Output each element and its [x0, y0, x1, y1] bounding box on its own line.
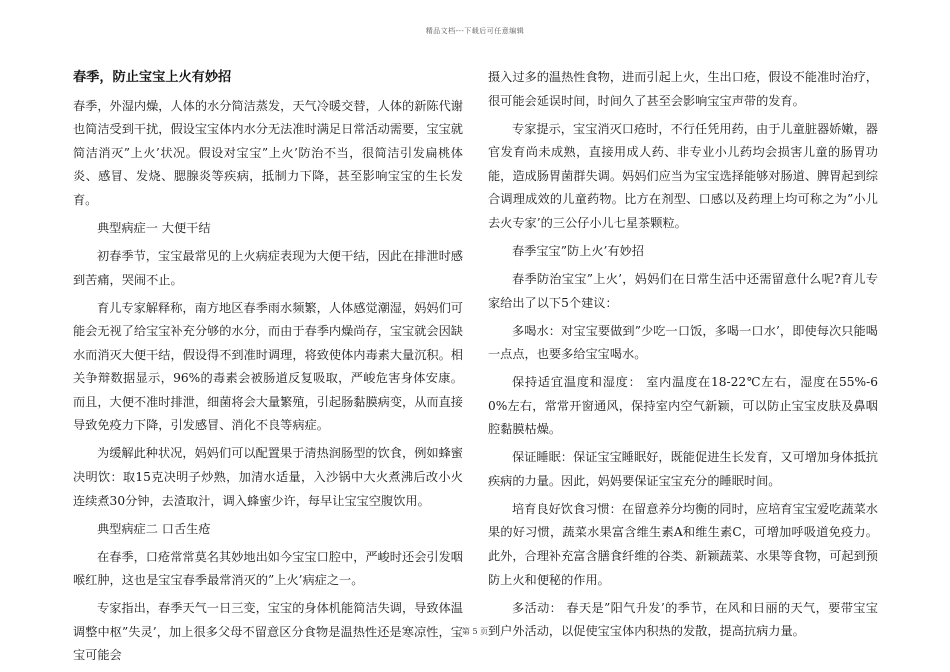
- article-title: 春季，防止宝宝上火有妙招: [73, 70, 232, 85]
- paragraph: 育儿专家解释称，南方地区春季雨水频繁，人体感觉潮湿，妈妈们可能会无视了给宝宝补充分够的水分，而由于春季内燥尚存，宝宝就会因缺水而消灭大便干结，假设得不到准时调理，将致使体内毒素大量沉积。相关争辩数据显示，96%的毒素会被肠道反复吸取，严峻危害身体安康。而且，大便不准时排泄，细菌将会大量繁殖，引起肠黏膜病变，从而直接导致免疫力下降，引发感冒、消化不良等病症。: [73, 300, 463, 433]
- paragraph: 春季，外湿内燥，人体的水分简洁蒸发，天气冷暖交替，人体的新陈代谢也简洁受到干扰，假设宝宝体内水分无法准时满足日常活动需要，宝宝就简洁消灭”上火’状况。假设对宝宝”上火’防治不当，很简洁引发扁桃体炎、感冒、发烧、腮腺炎等疾病，抵制力下降，甚至影响宝宝的生长发育。: [73, 98, 463, 207]
- left-paragraphs: [73, 95, 463, 668]
- paragraph: 专家提示，宝宝消灭口疮时，不行任凭用药，由于儿童脏器娇嫩，器官发育尚未成熟，直接用成人药、非专业小儿药均会损害儿童的肠胃功能，造成肠胃菌群失调。妈妈们应当为宝宝选择能够对肠道、脾胃起到综合调理成效的儿童药物。比方在剂型、口感以及药理上均可称之为”小儿去火专家’的三公仔小儿七星茶颗粒。: [488, 121, 878, 230]
- paragraph: 为缓解此种状况，妈妈们可以配置果于清热润肠型的饮食，例如蜂蜜决明饮：取15克决明子炒熟，加清水适量，入沙锅中大火煮沸后改小火连续煮30分钟，去渣取汁，调入蜂蜜少许，每早让宝宝空腹饮用。: [73, 446, 463, 508]
- paragraph: 专家指出，春季天气一日三变，宝宝的身体机能简洁失调，导致体温调整中枢”失灵’，加上很多父母不留意区分食物是温热性还是寒凉性，宝宝可能会: [73, 601, 463, 663]
- right-paragraphs: [488, 66, 878, 644]
- paragraph: 保持适宜温度和湿度： 室内温度在18-22℃左右，湿度在55%-60%左右，常常开窗通风，保持室内空气新颖，可以防止宝宝皮肤及鼻咽腔黏膜枯燥。: [488, 375, 878, 437]
- left-column: [73, 66, 463, 672]
- paragraph: 典型病症二 口舌生疮: [97, 521, 211, 536]
- paragraph: 初春季节，宝宝最常见的上火病症表现为大便干结，因此在排泄时感到苦痛，哭闹不止。: [73, 248, 463, 287]
- paragraph: 春季宝宝”防上火’有妙招: [512, 243, 644, 258]
- paragraph: 摄入过多的温热性食物，进而引起上火，生出口疮，假设不能准时治疗，很可能会延误时间，时间久了甚至会影响宝宝声带的发育。: [488, 70, 878, 108]
- paragraph: 多活动： 春天是”阳气升发’的季节，在风和日丽的天气，要带宝宝到户外活动，以促使宝宝体内积热的发散，提高抗病力量。: [488, 600, 878, 639]
- paragraph: 在春季，口疮常常莫名其妙地出如今宝宝口腔中，严峻时还会引发咽喉红肿，这也是宝宝春季最常消灭的”上火’病症之一。: [73, 549, 463, 588]
- right-column: [488, 66, 878, 648]
- page-number: 第 5 页: [461, 627, 489, 636]
- page-header: 精品文档---下载后可任意编辑: [425, 27, 525, 35]
- paragraph: 典型病症一 大便干结: [97, 220, 211, 235]
- paragraph: 春季防治宝宝”上火’，妈妈们在日常生活中还需留意什么呢?育儿专家给出了以下5个建议：: [488, 271, 878, 310]
- paragraph: 培育良好饮食习惯：在留意养分均衡的同时，应培育宝宝爱吃蔬菜水果的好习惯，蔬菜水果富含维生素A和维生素C，可增加呼吸道免疫力。此外，合理补充富含膳食纤维的谷类、新颖蔬菜、水果等食物，可起到预防上火和便秘的作用。: [488, 501, 878, 587]
- paragraph: 保证睡眠：保证宝宝睡眠好，既能促进生长发育，又可增加身体抵抗疾病的力量。因此，妈妈要保证宝宝充分的睡眠时间。: [488, 450, 878, 488]
- paragraph: 多喝水：对宝宝要做到”少吃一口饭，多喝一口水’，即使每次只能喝一点点，也要多给宝宝喝水。: [488, 323, 878, 362]
